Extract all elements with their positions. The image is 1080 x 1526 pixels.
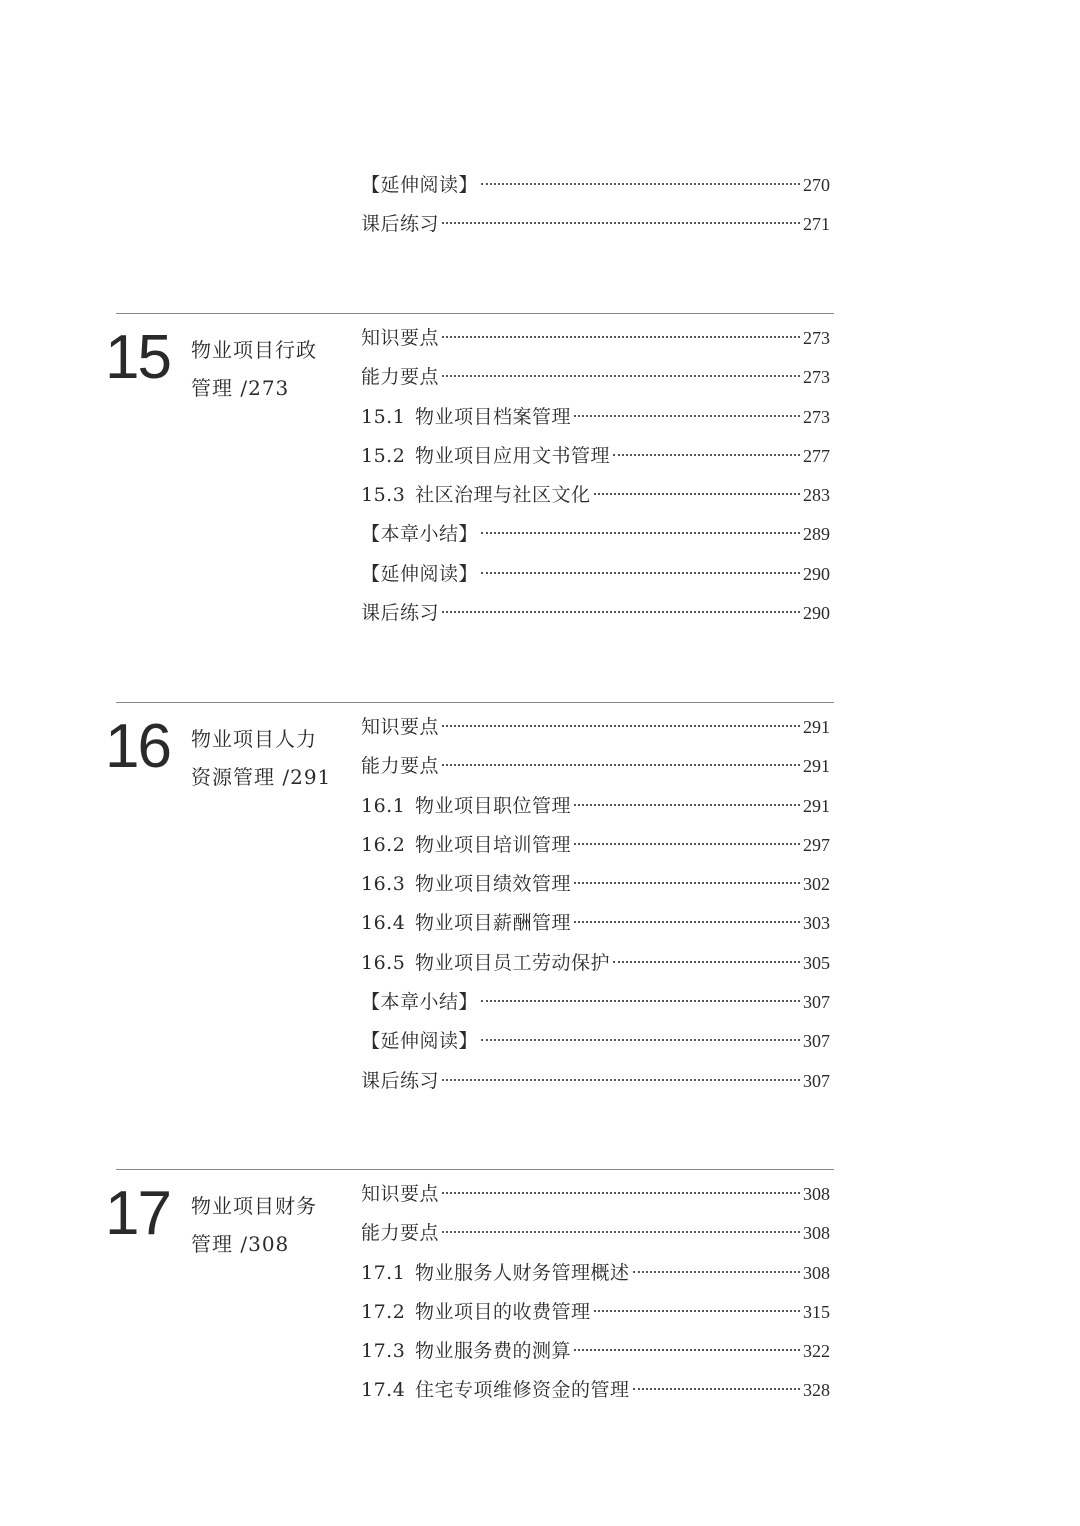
entry-title: 课后练习: [361, 602, 440, 625]
page-number: 308: [803, 1223, 830, 1244]
page-number: 322: [803, 1341, 830, 1362]
entry-title: 课后练习: [361, 213, 440, 236]
toc-entry[interactable]: [361, 166, 830, 205]
entry-title: 【延伸阅读】: [361, 562, 479, 585]
entry-title: 物业项目的收费管理: [415, 1300, 591, 1323]
page-number: 271: [803, 214, 830, 235]
entry-title: 物业项目应用文书管理: [415, 444, 611, 467]
dot-leader: [442, 222, 800, 224]
page-number: 307: [803, 1070, 830, 1091]
entry-title: 知识要点: [361, 1183, 440, 1205]
page-number: 291: [803, 717, 830, 737]
toc-entry[interactable]: [361, 747, 830, 786]
dot-leader: [442, 611, 800, 613]
toc-entry[interactable]: [361, 787, 830, 826]
dot-leader: [442, 764, 800, 766]
entry-title: 【本章小结】: [361, 991, 479, 1014]
chapter-title: [191, 1187, 341, 1263]
toc-entry[interactable]: [361, 1332, 830, 1371]
entry-title: 物业项目薪酬管理: [415, 912, 572, 935]
toc-entry[interactable]: [361, 1254, 830, 1293]
dot-leader: [442, 725, 800, 727]
dot-leader: [633, 1388, 800, 1390]
toc-entry[interactable]: [361, 983, 830, 1022]
entry-title: 物业项目档案管理: [415, 405, 572, 428]
dot-leader: [442, 1231, 800, 1233]
entry-title: 【本章小结】: [361, 523, 479, 546]
toc-entry-list: [361, 166, 830, 245]
page-number: 273: [803, 328, 830, 348]
page-number: 302: [803, 874, 830, 895]
page-number: 273: [803, 367, 830, 388]
section-number: 15.3: [361, 484, 406, 507]
toc-entry[interactable]: [361, 708, 830, 747]
toc-entry[interactable]: [361, 1022, 830, 1061]
chapter-number: 17: [105, 1179, 170, 1248]
chapter-title-line2: 管理 /273: [191, 376, 290, 400]
page-number: 289: [803, 524, 830, 545]
toc-entry[interactable]: [361, 865, 830, 904]
chapter-title: [191, 331, 341, 407]
chapter-number: 15: [105, 323, 170, 392]
toc-entry[interactable]: [361, 944, 830, 983]
section-number: 17.1: [361, 1261, 406, 1284]
entry-title: 物业项目职位管理: [415, 794, 572, 817]
chapter-title: [191, 720, 341, 796]
entry-title: 物业项目员工劳动保护: [415, 951, 611, 974]
dot-leader: [481, 1039, 800, 1041]
page-number: 305: [803, 952, 830, 973]
entry-title: 物业服务费的测算: [415, 1340, 572, 1363]
page-number: 290: [803, 603, 830, 624]
dot-leader: [613, 454, 800, 456]
page-number: 290: [803, 563, 830, 584]
entry-title: 住宅专项维修资金的管理: [415, 1379, 630, 1402]
entry-title: 能力要点: [361, 1222, 440, 1245]
page-number: 270: [803, 175, 830, 195]
chapter-title-line1: 物业项目人力: [191, 727, 317, 751]
entry-title: 能力要点: [361, 755, 440, 778]
chapter-divider: [116, 702, 834, 703]
toc-entry[interactable]: [361, 1371, 830, 1410]
dot-leader: [574, 843, 800, 845]
toc-entry[interactable]: [361, 1293, 830, 1332]
toc-entry[interactable]: [361, 319, 830, 358]
dot-leader: [442, 375, 800, 377]
chapter-divider: [116, 1169, 834, 1170]
toc-entry[interactable]: [361, 358, 830, 397]
page-number: 297: [803, 834, 830, 855]
dot-leader: [481, 1000, 800, 1002]
chapter-title-line2: 资源管理 /291: [191, 765, 332, 789]
dot-leader: [613, 961, 800, 963]
toc-entry[interactable]: [361, 205, 830, 244]
dot-leader: [442, 336, 800, 338]
section-number: 16.3: [361, 873, 406, 896]
chapter-title-line1: 物业项目财务: [191, 1194, 317, 1218]
section-number: 17.3: [361, 1340, 406, 1363]
section-number: 16.1: [361, 794, 406, 817]
dot-leader: [594, 493, 800, 495]
chapter-number: 16: [105, 712, 170, 781]
chapter-divider: [116, 313, 834, 314]
page-number: 277: [803, 445, 830, 466]
dot-leader: [574, 921, 800, 923]
dot-leader: [633, 1271, 800, 1273]
entry-title: 【延伸阅读】: [361, 1030, 479, 1053]
section-number: 17.4: [361, 1379, 406, 1402]
dot-leader: [442, 1192, 800, 1194]
dot-leader: [594, 1310, 800, 1312]
chapter-title-line2: 管理 /308: [191, 1232, 290, 1256]
toc-entry[interactable]: [361, 398, 830, 437]
entry-title: 知识要点: [361, 716, 440, 738]
dot-leader: [574, 1349, 800, 1351]
section-number: 17.2: [361, 1300, 406, 1323]
page-number: 283: [803, 485, 830, 506]
page-number: 307: [803, 992, 830, 1013]
page-number: 315: [803, 1301, 830, 1322]
page-number: 291: [803, 756, 830, 777]
section-number: 15.2: [361, 444, 406, 467]
page-number: 308: [803, 1262, 830, 1283]
page-number: 273: [803, 406, 830, 427]
section-number: 16.4: [361, 912, 406, 935]
dot-leader: [574, 882, 800, 884]
dot-leader: [481, 183, 800, 185]
section-number: 16.5: [361, 951, 406, 974]
toc-entry-list: [361, 708, 830, 1101]
dot-leader: [442, 1079, 800, 1081]
page-number: 328: [803, 1380, 830, 1401]
page-number: 308: [803, 1184, 830, 1204]
dot-leader: [574, 415, 800, 417]
chapter-title-line1: 物业项目行政: [191, 338, 317, 362]
toc-entry[interactable]: [361, 437, 830, 476]
dot-leader: [574, 804, 800, 806]
entry-title: 课后练习: [361, 1069, 440, 1092]
toc-entry[interactable]: [361, 1175, 830, 1214]
toc-entry[interactable]: [361, 594, 830, 633]
toc-entry[interactable]: [361, 515, 830, 554]
toc-entry-list: [361, 1175, 830, 1411]
toc-entry[interactable]: [361, 826, 830, 865]
entry-title: 社区治理与社区文化: [415, 484, 591, 507]
dot-leader: [481, 532, 800, 534]
page-number: 291: [803, 795, 830, 816]
section-number: 15.1: [361, 405, 406, 428]
entry-title: 能力要点: [361, 366, 440, 389]
section-number: 16.2: [361, 833, 406, 856]
page-number: 303: [803, 913, 830, 934]
toc-entry[interactable]: [361, 555, 830, 594]
entry-title: 【延伸阅读】: [361, 174, 479, 196]
entry-title: 物业项目绩效管理: [415, 873, 572, 896]
entry-title: 物业服务人财务管理概述: [415, 1261, 630, 1284]
toc-entry[interactable]: [361, 1062, 830, 1101]
toc-entry[interactable]: [361, 476, 830, 515]
toc-entry-list: [361, 319, 830, 633]
page-number: 307: [803, 1031, 830, 1052]
dot-leader: [481, 572, 800, 574]
entry-title: 物业项目培训管理: [415, 833, 572, 856]
toc-entry[interactable]: [361, 1214, 830, 1253]
toc-entry[interactable]: [361, 904, 830, 943]
entry-title: 知识要点: [361, 327, 440, 349]
